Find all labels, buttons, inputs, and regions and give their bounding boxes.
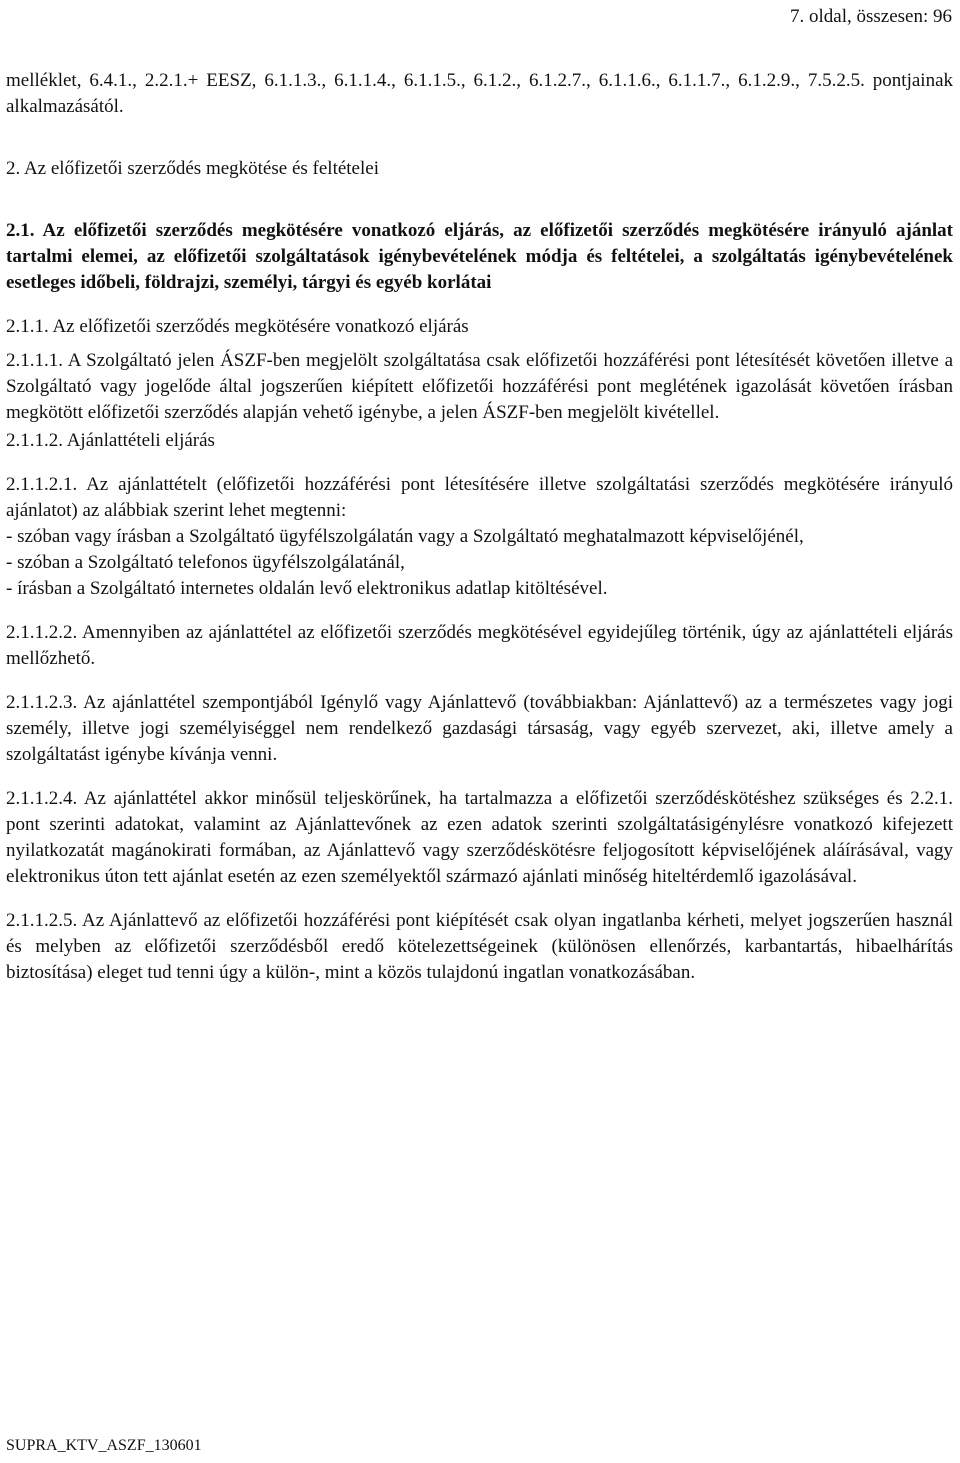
list-item: - írásban a Szolgáltató internetes oldalán levő elektronikus adatlap kitöltésével. bbox=[6, 578, 608, 599]
paragraph-2-1-1-2-2: 2.1.1.2.2. Amennyiben az ajánlattétel az előfizetői szerződés megkötésével egyidejűleg történik, úgy az ajánlattételi eljárás mellőzhető. bbox=[6, 622, 953, 669]
list-item: - szóban a Szolgáltató telefonos ügyfélszolgálatánál, bbox=[6, 552, 405, 573]
paragraph-2-1-1-2-5: 2.1.1.2.5. Az Ajánlattevő az előfizetői hozzáférési pont kiépítését csak olyan ingatlanba kérheti, melyet jogszerűen használ és melyben az előfizetői szerződésből eredő kötelezettségeinek (különösen ellenőrzés, karbantartás, hibaelhárítás biztosítása) eleget tud tenni úgy a külön-, mint a közös tulajdonú ingatlan vonatkozásában. bbox=[6, 910, 953, 983]
paragraph-2-1-1-1: 2.1.1.1. A Szolgáltató jelen ÁSZF-ben megjelölt szolgáltatása csak előfizetői hozzáférési pont létesítését követően illetve a Szolgáltató vagy jogelőde által jogszerűen kiépített előfizetői hozzáférési pont meglétének igazolását követően írásban megkötött előfizetői szerződés alapján vehető igénybe, a jelen ÁSZF-ben megjelölt kivétellel. bbox=[6, 350, 953, 423]
page-number-label: 7. oldal, összesen: 96 bbox=[789, 6, 952, 27]
offer-methods-list bbox=[6, 524, 953, 602]
subsubsection-title: 2.1.1. Az előfizetői szerződés megkötésére vonatkozó eljárás bbox=[6, 316, 469, 337]
intro-paragraph: melléklet, 6.4.1., 2.2.1.+ EESZ, 6.1.1.3., 6.1.1.4., 6.1.1.5., 6.1.2., 6.1.2.7., 6.1.1.6., 6.1.1.7., 6.1.2.9., 7.5.2.5. pontjainak alkalmazásától. bbox=[6, 70, 953, 117]
section-title: 2. Az előfizetői szerződés megkötése és feltételei bbox=[6, 158, 379, 179]
subsubsection-title-ajanlattetel: 2.1.1.2. Ajánlattételi eljárás bbox=[6, 430, 215, 451]
subsection-title: 2.1. Az előfizetői szerződés megkötésére vonatkozó eljárás, az előfizetői szerződés megkötésére irányuló ajánlat tartalmi elemei, az előfizetői szolgáltatások igénybevételének módja és feltételei, a szolgáltatás igénybevételének esetleges időbeli, földrajzi, személyi, tárgyi és egyéb korlátai bbox=[6, 220, 953, 293]
paragraph-2-1-1-2-1: 2.1.1.2.1. Az ajánlattételt (előfizetői hozzáférési pont létesítésére illetve szolgáltatási szerződés megkötésére irányuló ajánlatot) az alábbiak szerint lehet megtenni: bbox=[6, 474, 953, 521]
paragraph-2-1-1-2-4: 2.1.1.2.4. Az ajánlattétel akkor minősül teljeskörűnek, ha tartalmazza a előfizetői szerződéskötéshez szükséges és 2.2.1. pont szerinti adatokat, valamint az Ajánlattevőnek az ezen adatok szerinti szolgáltatásigénylésre vonatkozó kifejezett nyilatkozatát magánokirati formában, az Ajánlattevő vagy szerződéskötésre feljogosított képviselőjének aláírásával, vagy elektronikus úton tett ajánlat esetén az ezen személyektől származó ajánlati minőség hiteltérdemlő igazolásával. bbox=[6, 788, 953, 887]
document-body bbox=[6, 68, 953, 986]
paragraph-2-1-1-2-3: 2.1.1.2.3. Az ajánlattétel szempontjából Igénylő vagy Ajánlattevő (továbbiakban: Ajánlattevő) az a természetes vagy jogi személy, illetve jogi személyiséggel nem rendelkező gazdasági társaság, vagy egyéb szervezet, aki, illetve amely a szolgáltatást igénybe kívánja venni. bbox=[6, 692, 953, 765]
document-code-footer: SUPRA_KTV_ASZF_130601 bbox=[6, 1437, 202, 1454]
list-item: - szóban vagy írásban a Szolgáltató ügyfélszolgálatán vagy a Szolgáltató meghatalmazott képviselőjénél, bbox=[6, 526, 804, 547]
